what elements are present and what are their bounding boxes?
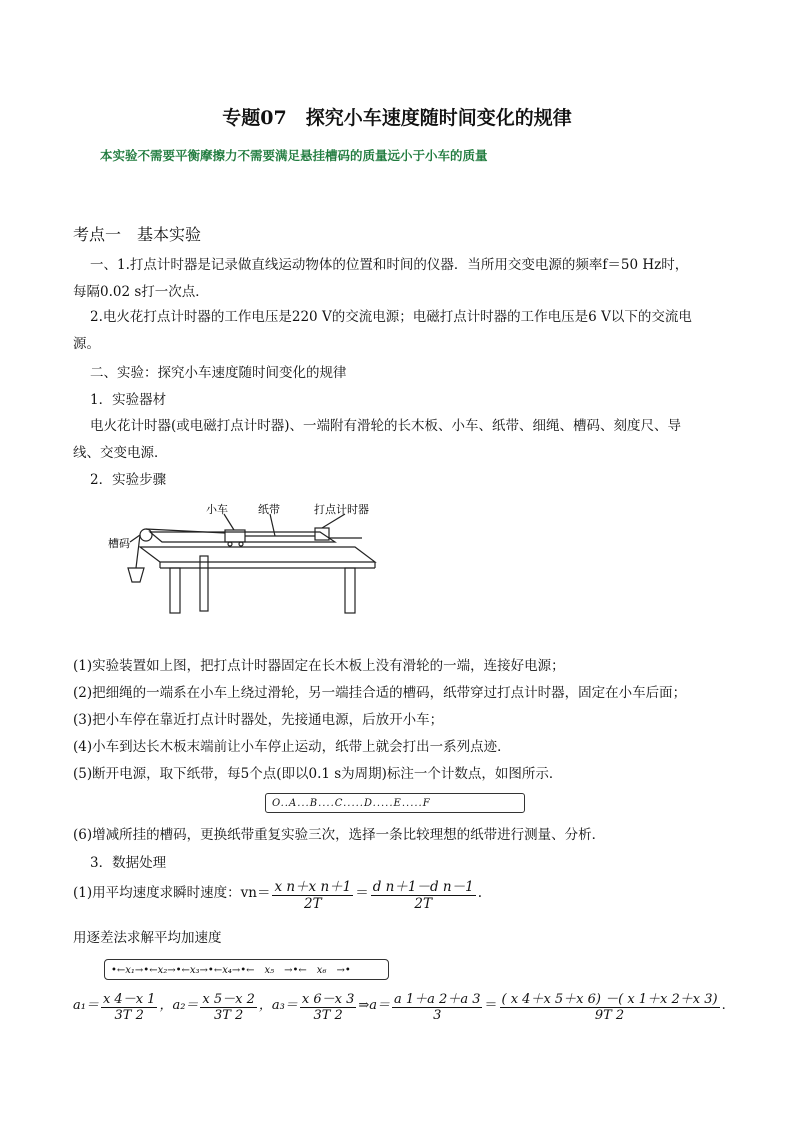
apparatus-diagram xyxy=(100,500,390,630)
equals-sign: ＝ xyxy=(484,998,498,1013)
step-6: (6)增减所挂的槽码，更换纸带重复实验三次，选择一条比较理想的纸带进行测量、分析． xyxy=(73,827,606,843)
subtitle-note: 本实验不需要平衡摩擦力不需要满足悬挂槽码的质量远小于小车的质量 xyxy=(100,148,488,163)
label-car: 小车 xyxy=(206,503,228,516)
step-1: (1)实验装置如上图，把打点计时器固定在长木板上没有滑轮的一端，连接好电源； xyxy=(73,658,565,674)
velocity-formula: (1)用平均速度求瞬时速度：vn＝ $\frac{\text{x n＋x n＋1}}{2T}$ ＝ $\frac{\text{d n＋1－d n－1}}{2T}$ . xyxy=(73,875,482,912)
fraction-numerator: x 5－x 2 xyxy=(200,988,256,1008)
fraction-numerator: d n＋1－d n－1 xyxy=(371,875,476,896)
a1-label: a₁＝ xyxy=(73,998,99,1013)
fraction-denominator: 9T 2 xyxy=(594,1008,625,1023)
paragraph-4: 1．实验器材 xyxy=(90,392,167,408)
paragraph-5a: 电火花计时器(或电磁打点计时器)、一端附有滑轮的长木板、小车、纸带、细绳、槽码、刻度尺、导 xyxy=(90,418,682,434)
long-board xyxy=(150,532,335,542)
fraction xyxy=(371,875,476,912)
fraction xyxy=(101,988,157,1023)
table-leg xyxy=(345,568,355,613)
fraction-denominator: 3 xyxy=(433,1008,442,1023)
paragraph-6: 2．实验步骤 xyxy=(90,472,167,488)
page-title: 专题07 探究小车速度随时间变化的规律 xyxy=(222,107,572,129)
label-tape: 纸带 xyxy=(258,503,280,516)
fraction-numerator: x 4－x 1 xyxy=(101,988,157,1008)
data-processing-heading: 3．数据处理 xyxy=(90,855,167,871)
fraction xyxy=(500,988,720,1023)
label-weight: 槽码 xyxy=(108,537,130,550)
table-leg xyxy=(170,568,180,613)
fraction-numerator: x n＋x n＋1 xyxy=(272,875,353,896)
fraction-numerator: x 6－x 3 xyxy=(300,988,356,1008)
section-heading: 考点一 基本实验 xyxy=(73,225,202,244)
fraction-denominator: 2T xyxy=(304,896,322,912)
a3-label: ，a₃＝ xyxy=(258,998,298,1013)
a-label: ⇒a＝ xyxy=(358,998,391,1013)
fraction xyxy=(200,988,256,1023)
fraction-denominator: 2T xyxy=(414,896,433,912)
step-2: (2)把细绳的一端系在小车上绕过滑轮，另一端挂合适的槽码，纸带穿过打点计时器，固定在小车后面； xyxy=(73,685,687,701)
fraction xyxy=(272,875,353,912)
step-4: (4)小车到达长木板末端前让小车停止运动，纸带上就会打出一系列点迹． xyxy=(73,739,511,755)
pulley xyxy=(140,529,152,541)
paragraph-2a: 2.电火花打点计时器的工作电压是220 V的交流电源；电磁打点计时器的工作电压是6 V以下的交流电 xyxy=(90,309,692,325)
label-timer: 打点计时器 xyxy=(314,503,369,516)
step-3: (3)把小车停在靠近打点计时器处，先接通电源，后放开小车； xyxy=(73,712,444,728)
velocity-formula-prefix: (1)用平均速度求瞬时速度：vn＝ xyxy=(73,885,271,901)
fraction-denominator: 3T 2 xyxy=(213,1008,244,1023)
fraction-denominator: 3T 2 xyxy=(114,1008,144,1023)
paragraph-1a: 一、1.打点计时器是记录做直线运动物体的位置和时间的仪器．当所用交变电源的频率f＝50 Hz时， xyxy=(90,257,689,273)
table-top xyxy=(140,547,375,562)
paragraph-3: 二、实验：探究小车速度随时间变化的规律 xyxy=(90,365,347,381)
paragraph-1b: 每隔0.02 s打一次点． xyxy=(73,284,209,300)
fraction xyxy=(300,988,356,1023)
fraction-denominator: 3T 2 xyxy=(313,1008,343,1023)
a2-label: ，a₂＝ xyxy=(159,998,199,1013)
paragraph-2b: 源。 xyxy=(73,336,100,352)
acceleration-method: 用逐差法求解平均加速度 xyxy=(73,930,222,946)
table-leg xyxy=(200,556,208,611)
fraction-numerator: a 1＋a 2＋a 3 xyxy=(392,988,482,1008)
acceleration-formula: a₁＝ $\frac{x 4-x 1}{3T 2}$ ，a₂＝ $\frac{x 5-x 2}{3T 2}$ ，a₃＝ $\frac{x 6-x 3}{3T 2}$ ⇒a＝ $\frac{a 1+a 2+a 3}{3}$ ＝ $\frac{( x 4+x 5+x 6) -( x 1+x 2+x 3)}{9T 2}$ . xyxy=(73,988,726,1023)
paragraph-5b: 线、交变电源． xyxy=(73,445,168,461)
hanging-weight xyxy=(128,568,144,582)
paper-tape-figure: O..A...B....C.....D.....E.....F xyxy=(265,793,525,813)
segment-tape-figure: •←x₁→•←x₂→•←x₃→•←x₄→•← x₅ →•← x₆ →• xyxy=(104,959,389,980)
fraction xyxy=(392,988,482,1023)
step-5: (5)断开电源，取下纸带，每5个点(即以0.1 s为周期)标注一个计数点，如图所示． xyxy=(73,766,563,782)
fraction-numerator: ( x 4＋x 5＋x 6) －( x 1＋x 2＋x 3) xyxy=(500,988,720,1008)
